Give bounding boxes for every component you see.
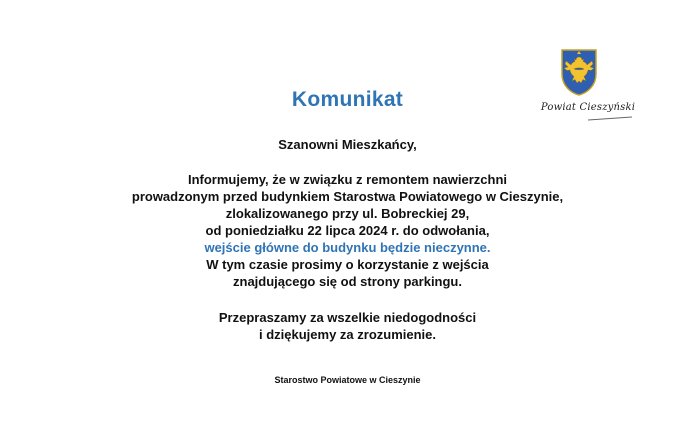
- body-line: znajdującego się od strony parkingu.: [233, 274, 462, 289]
- apology-line: i dziękujemy za zrozumienie.: [259, 327, 436, 342]
- apology-line: Przepraszamy za wszelkie niedogodności: [218, 310, 477, 325]
- greeting: Szanowni Mieszkańcy,: [278, 137, 417, 152]
- highlighted-notice: wejście główne do budynku będzie nieczynne.: [204, 240, 491, 255]
- logo-flourish: [588, 116, 632, 120]
- body-line: od poniedziałku 22 lipca 2024 r. do odwołania,: [205, 223, 490, 238]
- apology-text: [0, 309, 695, 343]
- body-line: W tym czasie prosimy o korzystanie z wejścia: [206, 257, 489, 272]
- signature: Starostwo Powiatowe w Cieszynie: [274, 375, 421, 385]
- body-line: Informujemy, że w związku z remontem nawierzchni: [187, 172, 508, 187]
- page-title: Komunikat: [291, 88, 404, 111]
- body-line: prowadzonym przed budynkiem Starostwa Powiatowego w Cieszynie,: [131, 189, 564, 204]
- body-line: zlokalizowanego przy ul. Bobreckiej 29,: [225, 206, 470, 221]
- announcement-body: [0, 171, 695, 290]
- logo-text: Powiat Cieszyński: [540, 102, 636, 113]
